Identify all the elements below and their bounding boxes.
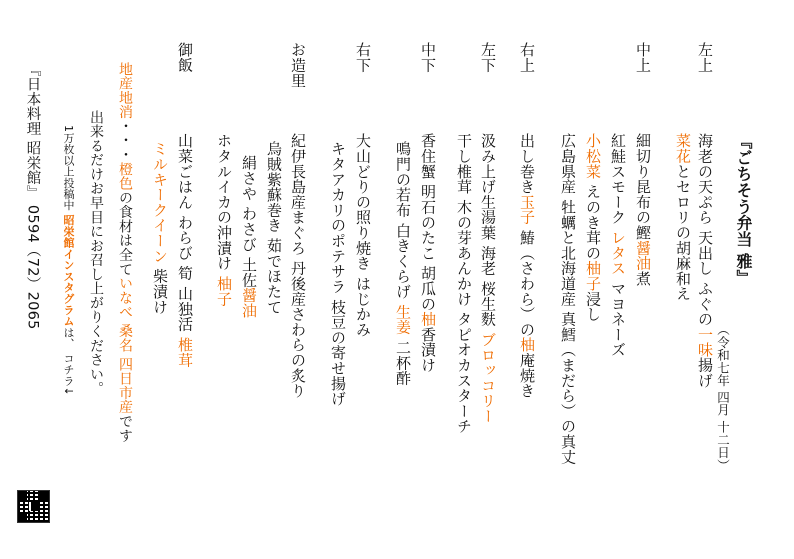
- dish-text: 生姜: [394, 304, 412, 335]
- section-label-otsukuri: お造里: [289, 42, 307, 88]
- dish-text: 椎茸: [176, 336, 194, 368]
- dish-line: [610, 133, 625, 357]
- dish-line: [216, 133, 231, 306]
- dish-text: 揚げ: [696, 357, 714, 388]
- note-text: ・・・: [117, 119, 133, 162]
- dish-text: 柚子: [215, 275, 233, 307]
- section-label-migi-ue: 右上: [518, 42, 536, 73]
- dish-text: 細切り昆布の鰹: [634, 133, 652, 241]
- dish-text: 柚: [518, 336, 536, 353]
- menu-title: 『ごちそう弁当 雅』: [734, 133, 753, 286]
- dish-line: [635, 133, 650, 286]
- dish-text: 香漬け: [419, 326, 437, 373]
- note-text: は、 コチラ↓: [62, 326, 75, 396]
- eat-early-note: 出来るだけお早目にお召し上がりください。: [88, 110, 104, 396]
- dish-text: 紀伊長島産まぐろ 丹後産さわらの炙り: [289, 133, 307, 399]
- shop-name-phone: 『日本料理 昭栄館』 0594（72）2065: [24, 62, 41, 330]
- dish-line: [395, 141, 410, 386]
- dish-text: 紅鮭スモーク: [609, 133, 627, 230]
- dish-line: [330, 141, 345, 406]
- dish-text: 海老の天ぷら 天出し ふぐの: [696, 133, 714, 327]
- dish-line: [456, 133, 471, 434]
- dish-text: とセロリの胡麻和え: [674, 163, 692, 302]
- dish-line: [585, 133, 600, 322]
- dish-line: [420, 133, 435, 373]
- section-label-gohan: 御飯: [176, 42, 194, 73]
- dish-line: [241, 155, 256, 318]
- dish-text: 菜花: [674, 133, 692, 164]
- dish-text: 醤油: [634, 240, 652, 271]
- dish-text: 汲み上げ生湯葉 海老 桜生麩: [479, 133, 497, 332]
- dish-line: [697, 133, 712, 388]
- dish-text: 二杯酢: [394, 334, 412, 386]
- dish-text: 山菜ごはん わらび 筍 山独活: [176, 133, 194, 337]
- dish-text: 烏賊紫蘇巻き 茹でほたて: [265, 141, 283, 315]
- note-text: いなべ 桑名 四日市産: [117, 276, 133, 415]
- dish-text: 小松菜: [584, 133, 602, 179]
- dish-line: [266, 141, 281, 314]
- dish-text: 香住蟹 明石のたこ 胡瓜の: [419, 133, 437, 312]
- dish-text: 柚: [419, 311, 437, 327]
- qr-code-icon[interactable]: [18, 491, 49, 522]
- dish-text: 大山どりの照り焼き はじかみ: [354, 133, 372, 337]
- section-label-hidari-shita: 左下: [479, 42, 497, 73]
- dish-text: 醤油: [240, 287, 258, 319]
- dish-text: レタス: [609, 229, 627, 276]
- dish-text: マヨネーズ: [609, 275, 627, 358]
- dish-text: えのき茸の: [584, 178, 602, 261]
- dish-text: 鳴門の若布 白きくらげ: [394, 141, 412, 305]
- dish-line: [480, 133, 495, 424]
- dish-text: 浸し: [584, 291, 602, 322]
- section-label-naka-shita: 中下: [419, 42, 437, 73]
- dish-text: 鰆（さわら）の: [518, 224, 536, 337]
- note-text: の食材は全て: [117, 190, 133, 277]
- dish-text: 絹さや わさび 土佐: [240, 155, 258, 288]
- dish-text: 煮: [634, 270, 652, 287]
- menu-date: （令和七年 四月 十二日）: [715, 323, 731, 472]
- dish-text: 柴漬け: [151, 263, 169, 315]
- note-text: 1万枚以上投稿中: [62, 125, 75, 215]
- dish-text: 一味: [696, 326, 714, 358]
- dish-line: [290, 133, 305, 398]
- dish-line: [675, 133, 690, 301]
- dish-text: ホタルイカの沖漬け: [215, 133, 233, 276]
- dish-text: 出し巻き: [518, 133, 536, 195]
- dish-line: [152, 141, 167, 314]
- dish-text: キタアカリのポテサラ 枝豆の寄せ揚げ: [329, 141, 347, 407]
- local-produce-note: [118, 62, 132, 443]
- dish-text: ミルキークイーン: [151, 141, 169, 264]
- note-text: 橙色: [117, 161, 133, 191]
- dish-line: [560, 133, 575, 464]
- dish-text: 庵焼き: [518, 352, 536, 399]
- dish-text: 柚子: [584, 260, 602, 292]
- section-label-hidari-ue: 左上: [696, 42, 714, 73]
- instagram-note: [63, 125, 74, 396]
- dish-text: 広島県産 牡蠣と北海道産 真鱈（まだら）の真丈: [559, 133, 577, 465]
- dish-text: ブロッコリー: [479, 331, 497, 424]
- instagram-link[interactable]: 昭栄館インスタグラム: [62, 214, 75, 327]
- dish-text: 干し椎茸 木の芽あんかけ タピオカスターチ: [455, 133, 473, 434]
- dish-line: [355, 133, 370, 337]
- dish-line: [519, 133, 534, 398]
- dish-line: [177, 133, 192, 367]
- section-label-naka-ue: 中上: [634, 42, 652, 73]
- section-label-migi-shita: 右下: [354, 42, 372, 73]
- note-text: です: [117, 414, 133, 443]
- dish-text: 玉子: [518, 194, 536, 225]
- note-text: 地産地消: [117, 62, 133, 120]
